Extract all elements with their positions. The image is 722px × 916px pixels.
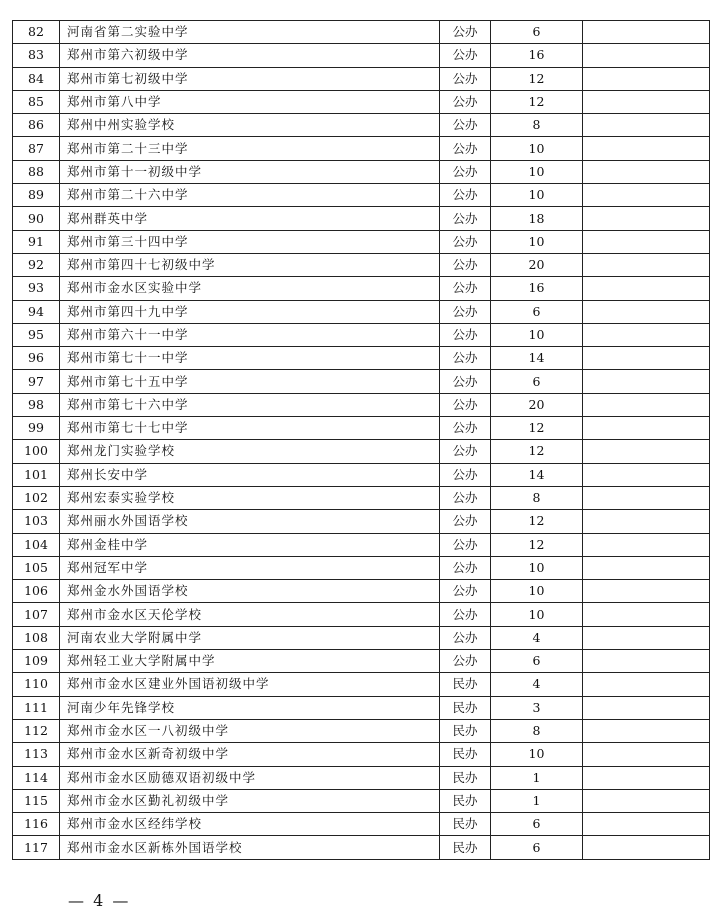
table-row bbox=[13, 463, 710, 486]
school-type-cell: 民办 bbox=[440, 813, 491, 836]
quota-count-cell: 10 bbox=[491, 184, 583, 207]
school-name-cell: 郑州冠军中学 bbox=[60, 556, 440, 579]
remarks-cell bbox=[583, 67, 710, 90]
table-row bbox=[13, 90, 710, 113]
row-number-cell: 85 bbox=[13, 90, 60, 113]
row-number-cell: 97 bbox=[13, 370, 60, 393]
remarks-cell bbox=[583, 184, 710, 207]
school-type-cell: 公办 bbox=[440, 207, 491, 230]
school-name-cell: 郑州市金水区新奇初级中学 bbox=[60, 743, 440, 766]
row-number-cell: 90 bbox=[13, 207, 60, 230]
quota-count-cell: 18 bbox=[491, 207, 583, 230]
row-number-cell: 106 bbox=[13, 580, 60, 603]
school-quota-table bbox=[12, 20, 710, 860]
school-name-cell: 郑州长安中学 bbox=[60, 463, 440, 486]
table-row bbox=[13, 603, 710, 626]
row-number-cell: 103 bbox=[13, 510, 60, 533]
school-name-cell: 郑州金桂中学 bbox=[60, 533, 440, 556]
quota-count-cell: 6 bbox=[491, 300, 583, 323]
quota-count-cell: 1 bbox=[491, 789, 583, 812]
table-row bbox=[13, 230, 710, 253]
row-number-cell: 94 bbox=[13, 300, 60, 323]
row-number-cell: 113 bbox=[13, 743, 60, 766]
remarks-cell bbox=[583, 137, 710, 160]
school-type-cell: 公办 bbox=[440, 160, 491, 183]
table-row bbox=[13, 533, 710, 556]
quota-count-cell: 1 bbox=[491, 766, 583, 789]
row-number-cell: 92 bbox=[13, 253, 60, 276]
school-name-cell: 郑州丽水外国语学校 bbox=[60, 510, 440, 533]
quota-count-cell: 10 bbox=[491, 160, 583, 183]
school-type-cell: 公办 bbox=[440, 347, 491, 370]
table-row bbox=[13, 393, 710, 416]
table-row bbox=[13, 137, 710, 160]
table-row bbox=[13, 300, 710, 323]
table-row bbox=[13, 253, 710, 276]
row-number-cell: 91 bbox=[13, 230, 60, 253]
table-row bbox=[13, 440, 710, 463]
row-number-cell: 93 bbox=[13, 277, 60, 300]
remarks-cell bbox=[583, 440, 710, 463]
table-row bbox=[13, 160, 710, 183]
school-name-cell: 郑州市第八中学 bbox=[60, 90, 440, 113]
school-name-cell: 郑州市第四十七初级中学 bbox=[60, 253, 440, 276]
table-row bbox=[13, 510, 710, 533]
school-name-cell: 郑州宏泰实验学校 bbox=[60, 486, 440, 509]
quota-count-cell: 4 bbox=[491, 626, 583, 649]
school-name-cell: 郑州市第七十六中学 bbox=[60, 393, 440, 416]
school-name-cell: 河南省第二实验中学 bbox=[60, 21, 440, 44]
table-row bbox=[13, 277, 710, 300]
school-type-cell: 公办 bbox=[440, 184, 491, 207]
remarks-cell bbox=[583, 253, 710, 276]
remarks-cell bbox=[583, 719, 710, 742]
school-name-cell: 郑州市第二十六中学 bbox=[60, 184, 440, 207]
table-row bbox=[13, 766, 710, 789]
table-row bbox=[13, 836, 710, 859]
quota-count-cell: 10 bbox=[491, 323, 583, 346]
remarks-cell bbox=[583, 789, 710, 812]
table-row bbox=[13, 114, 710, 137]
quota-count-cell: 6 bbox=[491, 650, 583, 673]
remarks-cell bbox=[583, 533, 710, 556]
school-name-cell: 郑州市第六十一中学 bbox=[60, 323, 440, 346]
remarks-cell bbox=[583, 417, 710, 440]
table-row bbox=[13, 743, 710, 766]
remarks-cell bbox=[583, 393, 710, 416]
quota-count-cell: 6 bbox=[491, 21, 583, 44]
table-row bbox=[13, 813, 710, 836]
quota-count-cell: 6 bbox=[491, 813, 583, 836]
remarks-cell bbox=[583, 21, 710, 44]
school-type-cell: 公办 bbox=[440, 67, 491, 90]
school-type-cell: 公办 bbox=[440, 486, 491, 509]
row-number-cell: 95 bbox=[13, 323, 60, 346]
remarks-cell bbox=[583, 44, 710, 67]
quota-count-cell: 14 bbox=[491, 463, 583, 486]
remarks-cell bbox=[583, 743, 710, 766]
table-row bbox=[13, 370, 710, 393]
quota-count-cell: 12 bbox=[491, 440, 583, 463]
school-type-cell: 公办 bbox=[440, 300, 491, 323]
quota-count-cell: 20 bbox=[491, 393, 583, 416]
school-name-cell: 郑州轻工业大学附属中学 bbox=[60, 650, 440, 673]
remarks-cell bbox=[583, 510, 710, 533]
school-name-cell: 郑州金水外国语学校 bbox=[60, 580, 440, 603]
school-type-cell: 民办 bbox=[440, 696, 491, 719]
row-number-cell: 108 bbox=[13, 626, 60, 649]
table-row bbox=[13, 184, 710, 207]
school-name-cell: 郑州群英中学 bbox=[60, 207, 440, 230]
row-number-cell: 83 bbox=[13, 44, 60, 67]
table-row bbox=[13, 323, 710, 346]
school-type-cell: 公办 bbox=[440, 44, 491, 67]
row-number-cell: 86 bbox=[13, 114, 60, 137]
quota-count-cell: 10 bbox=[491, 230, 583, 253]
remarks-cell bbox=[583, 580, 710, 603]
school-name-cell: 郑州市第三十四中学 bbox=[60, 230, 440, 253]
remarks-cell bbox=[583, 300, 710, 323]
school-name-cell: 郑州市第十一初级中学 bbox=[60, 160, 440, 183]
school-type-cell: 公办 bbox=[440, 650, 491, 673]
remarks-cell bbox=[583, 650, 710, 673]
school-name-cell: 郑州市第二十三中学 bbox=[60, 137, 440, 160]
quota-count-cell: 6 bbox=[491, 370, 583, 393]
school-type-cell: 公办 bbox=[440, 580, 491, 603]
remarks-cell bbox=[583, 277, 710, 300]
table-row bbox=[13, 417, 710, 440]
school-type-cell: 公办 bbox=[440, 417, 491, 440]
remarks-cell bbox=[583, 207, 710, 230]
school-name-cell: 郑州市第六初级中学 bbox=[60, 44, 440, 67]
school-type-cell: 公办 bbox=[440, 230, 491, 253]
school-type-cell: 公办 bbox=[440, 323, 491, 346]
table-body bbox=[13, 21, 710, 860]
school-type-cell: 公办 bbox=[440, 90, 491, 113]
table-row bbox=[13, 719, 710, 742]
remarks-cell bbox=[583, 603, 710, 626]
row-number-cell: 101 bbox=[13, 463, 60, 486]
remarks-cell bbox=[583, 323, 710, 346]
quota-count-cell: 10 bbox=[491, 556, 583, 579]
remarks-cell bbox=[583, 230, 710, 253]
school-type-cell: 公办 bbox=[440, 556, 491, 579]
school-name-cell: 郑州中州实验学校 bbox=[60, 114, 440, 137]
quota-count-cell: 12 bbox=[491, 90, 583, 113]
row-number-cell: 100 bbox=[13, 440, 60, 463]
school-type-cell: 公办 bbox=[440, 114, 491, 137]
remarks-cell bbox=[583, 626, 710, 649]
school-name-cell: 郑州市金水区一八初级中学 bbox=[60, 719, 440, 742]
row-number-cell: 111 bbox=[13, 696, 60, 719]
row-number-cell: 112 bbox=[13, 719, 60, 742]
school-name-cell: 郑州市第七十一中学 bbox=[60, 347, 440, 370]
table-row bbox=[13, 789, 710, 812]
row-number-cell: 82 bbox=[13, 21, 60, 44]
school-type-cell: 民办 bbox=[440, 766, 491, 789]
school-type-cell: 公办 bbox=[440, 626, 491, 649]
school-name-cell: 郑州龙门实验学校 bbox=[60, 440, 440, 463]
remarks-cell bbox=[583, 114, 710, 137]
row-number-cell: 84 bbox=[13, 67, 60, 90]
quota-count-cell: 3 bbox=[491, 696, 583, 719]
school-type-cell: 公办 bbox=[440, 137, 491, 160]
school-type-cell: 民办 bbox=[440, 673, 491, 696]
row-number-cell: 115 bbox=[13, 789, 60, 812]
school-name-cell: 郑州市第七初级中学 bbox=[60, 67, 440, 90]
quota-count-cell: 10 bbox=[491, 603, 583, 626]
row-number-cell: 102 bbox=[13, 486, 60, 509]
table-row bbox=[13, 486, 710, 509]
row-number-cell: 89 bbox=[13, 184, 60, 207]
row-number-cell: 105 bbox=[13, 556, 60, 579]
row-number-cell: 109 bbox=[13, 650, 60, 673]
quota-count-cell: 16 bbox=[491, 277, 583, 300]
row-number-cell: 117 bbox=[13, 836, 60, 859]
quota-count-cell: 10 bbox=[491, 580, 583, 603]
school-type-cell: 公办 bbox=[440, 510, 491, 533]
row-number-cell: 96 bbox=[13, 347, 60, 370]
remarks-cell bbox=[583, 836, 710, 859]
quota-count-cell: 10 bbox=[491, 743, 583, 766]
row-number-cell: 87 bbox=[13, 137, 60, 160]
row-number-cell: 116 bbox=[13, 813, 60, 836]
quota-count-cell: 16 bbox=[491, 44, 583, 67]
remarks-cell bbox=[583, 813, 710, 836]
table-row bbox=[13, 67, 710, 90]
school-name-cell: 河南少年先锋学校 bbox=[60, 696, 440, 719]
table-row bbox=[13, 207, 710, 230]
remarks-cell bbox=[583, 370, 710, 393]
school-type-cell: 民办 bbox=[440, 743, 491, 766]
row-number-cell: 104 bbox=[13, 533, 60, 556]
quota-count-cell: 4 bbox=[491, 673, 583, 696]
school-type-cell: 民办 bbox=[440, 836, 491, 859]
quota-count-cell: 20 bbox=[491, 253, 583, 276]
quota-count-cell: 14 bbox=[491, 347, 583, 370]
remarks-cell bbox=[583, 696, 710, 719]
quota-count-cell: 12 bbox=[491, 67, 583, 90]
row-number-cell: 99 bbox=[13, 417, 60, 440]
school-type-cell: 公办 bbox=[440, 277, 491, 300]
page-number: — 4 — bbox=[68, 891, 131, 910]
school-type-cell: 公办 bbox=[440, 440, 491, 463]
quota-count-cell: 8 bbox=[491, 719, 583, 742]
school-type-cell: 公办 bbox=[440, 603, 491, 626]
remarks-cell bbox=[583, 90, 710, 113]
school-name-cell: 郑州市金水区建业外国语初级中学 bbox=[60, 673, 440, 696]
remarks-cell bbox=[583, 556, 710, 579]
quota-count-cell: 12 bbox=[491, 510, 583, 533]
school-type-cell: 公办 bbox=[440, 370, 491, 393]
school-type-cell: 公办 bbox=[440, 533, 491, 556]
row-number-cell: 98 bbox=[13, 393, 60, 416]
school-name-cell: 郑州市金水区实验中学 bbox=[60, 277, 440, 300]
school-name-cell: 郑州市第四十九中学 bbox=[60, 300, 440, 323]
school-type-cell: 民办 bbox=[440, 719, 491, 742]
school-type-cell: 民办 bbox=[440, 789, 491, 812]
school-name-cell: 郑州市第七十七中学 bbox=[60, 417, 440, 440]
quota-count-cell: 10 bbox=[491, 137, 583, 160]
school-type-cell: 公办 bbox=[440, 463, 491, 486]
row-number-cell: 88 bbox=[13, 160, 60, 183]
row-number-cell: 114 bbox=[13, 766, 60, 789]
school-type-cell: 公办 bbox=[440, 253, 491, 276]
school-name-cell: 河南农业大学附属中学 bbox=[60, 626, 440, 649]
school-name-cell: 郑州市金水区励德双语初级中学 bbox=[60, 766, 440, 789]
remarks-cell bbox=[583, 766, 710, 789]
table-row bbox=[13, 580, 710, 603]
remarks-cell bbox=[583, 486, 710, 509]
table-row bbox=[13, 673, 710, 696]
school-type-cell: 公办 bbox=[440, 21, 491, 44]
table-row bbox=[13, 44, 710, 67]
row-number-cell: 110 bbox=[13, 673, 60, 696]
quota-count-cell: 8 bbox=[491, 114, 583, 137]
school-name-cell: 郑州市金水区经纬学校 bbox=[60, 813, 440, 836]
quota-count-cell: 6 bbox=[491, 836, 583, 859]
remarks-cell bbox=[583, 347, 710, 370]
table-row bbox=[13, 347, 710, 370]
school-type-cell: 公办 bbox=[440, 393, 491, 416]
quota-count-cell: 12 bbox=[491, 533, 583, 556]
quota-count-cell: 12 bbox=[491, 417, 583, 440]
table-row bbox=[13, 626, 710, 649]
row-number-cell: 107 bbox=[13, 603, 60, 626]
remarks-cell bbox=[583, 673, 710, 696]
table-row bbox=[13, 21, 710, 44]
school-name-cell: 郑州市金水区新栋外国语学校 bbox=[60, 836, 440, 859]
school-name-cell: 郑州市第七十五中学 bbox=[60, 370, 440, 393]
school-name-cell: 郑州市金水区勤礼初级中学 bbox=[60, 789, 440, 812]
table-row bbox=[13, 650, 710, 673]
remarks-cell bbox=[583, 463, 710, 486]
table-row bbox=[13, 556, 710, 579]
remarks-cell bbox=[583, 160, 710, 183]
quota-count-cell: 8 bbox=[491, 486, 583, 509]
school-name-cell: 郑州市金水区天伦学校 bbox=[60, 603, 440, 626]
table-row bbox=[13, 696, 710, 719]
